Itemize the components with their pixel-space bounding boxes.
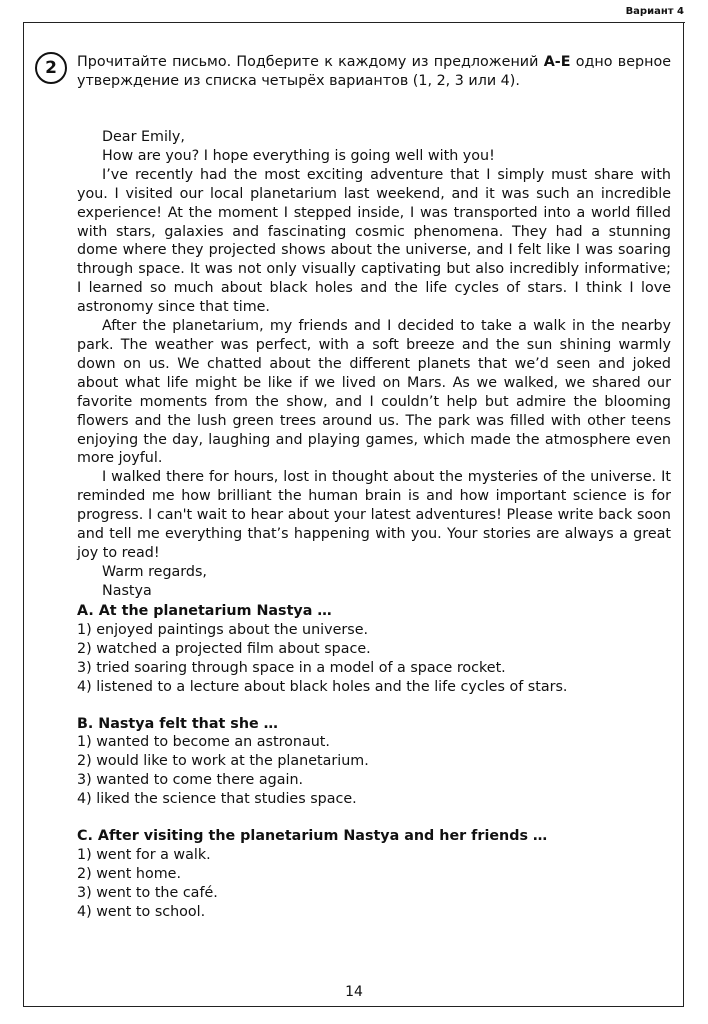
letter-greeting: Dear Emily, xyxy=(102,129,185,145)
task-number-badge: 2 xyxy=(35,52,67,84)
variant-label: Вариант 4 xyxy=(625,6,684,17)
letter-opening: How are you? I hope everything is going well with you! xyxy=(102,147,495,164)
answer-option: 4) went to school. xyxy=(77,903,206,920)
letter-paragraph-2: After the planetarium, my friends and I decided to take a walk in the nearby park. The weather was perfect, with a soft breeze and the sun shining warmly down on us. We chatted about the different planets that we’d seen and joked about what life might be like if we lived on Mars. As we walked, we shared our favorite moments from the show, and I couldn’t help but admire the blooming flowers and the lush green trees around us. The park was filled with other teens enjoying the day, laughing and playing games, which made the atmosphere even more joyful. xyxy=(77,318,671,467)
answer-option: 3) tried soaring through space in a model of a space rocket. xyxy=(77,659,506,676)
questions-list xyxy=(77,602,671,940)
answer-option: 4) listened to a lecture about black holes and the life cycles of stars. xyxy=(77,678,568,695)
question-title: A. At the planetarium Nastya … xyxy=(77,603,332,619)
letter-closing: Warm regards, xyxy=(102,563,207,580)
answer-option: 4) liked the science that studies space. xyxy=(77,791,357,808)
answer-option: 2) would like to work at the planetarium. xyxy=(77,753,369,770)
answer-option: 1) went for a walk. xyxy=(77,846,211,863)
question-title: C. After visiting the planetarium Nastya and her friends … xyxy=(77,828,548,845)
answer-option: 1) enjoyed paintings about the universe. xyxy=(77,621,369,638)
answer-option: 3) went to the café. xyxy=(77,884,218,901)
question-b xyxy=(77,715,671,810)
instructions-bold-range: A-E xyxy=(543,54,571,70)
answer-option: 3) wanted to come there again. xyxy=(77,772,304,789)
letter-signature: Nastya xyxy=(102,582,152,599)
question-title: B. Nastya felt that she … xyxy=(77,715,278,732)
page-number: 14 xyxy=(345,984,363,1000)
task-instructions xyxy=(77,53,671,91)
letter xyxy=(77,128,671,601)
instructions-text-start: Прочитайте письмо. Подберите к каждому из предложений xyxy=(77,54,544,70)
answer-option: 1) wanted to become an astronaut. xyxy=(77,734,330,751)
question-a xyxy=(77,602,671,697)
answer-option: 2) went home. xyxy=(77,865,181,882)
question-c xyxy=(77,827,671,922)
answer-option: 2) watched a projected film about space. xyxy=(77,640,371,657)
letter-paragraph-3: I walked there for hours, lost in thought about the mysteries of the universe. It reminded me how brilliant the human brain is and how important science is for progress. I can't wait to hear about your latest adventures! Please write back soon and tell me everything that’s happening with you. Your stories are always a great joy to read! xyxy=(77,469,671,561)
letter-paragraph-1: I’ve recently had the most exciting adventure that I simply must share with you. I visited our local planetarium last weekend, and it was such an incredible experience! At the moment I stepped inside, I was transported into a world filled with stars, galaxies and fascinating cosmic phenomena. They had a stunning dome where they projected shows about the universe, and I felt like I was soaring through space. It was not only visually captivating but also incredibly informative; I learned so much about black holes and the life cycles of stars. I think I love astronomy since that time. xyxy=(77,166,671,316)
instructions-text-end: одно верное утверждение из списка четырёх вариантов (1, 2, 3 или 4). xyxy=(77,54,671,89)
